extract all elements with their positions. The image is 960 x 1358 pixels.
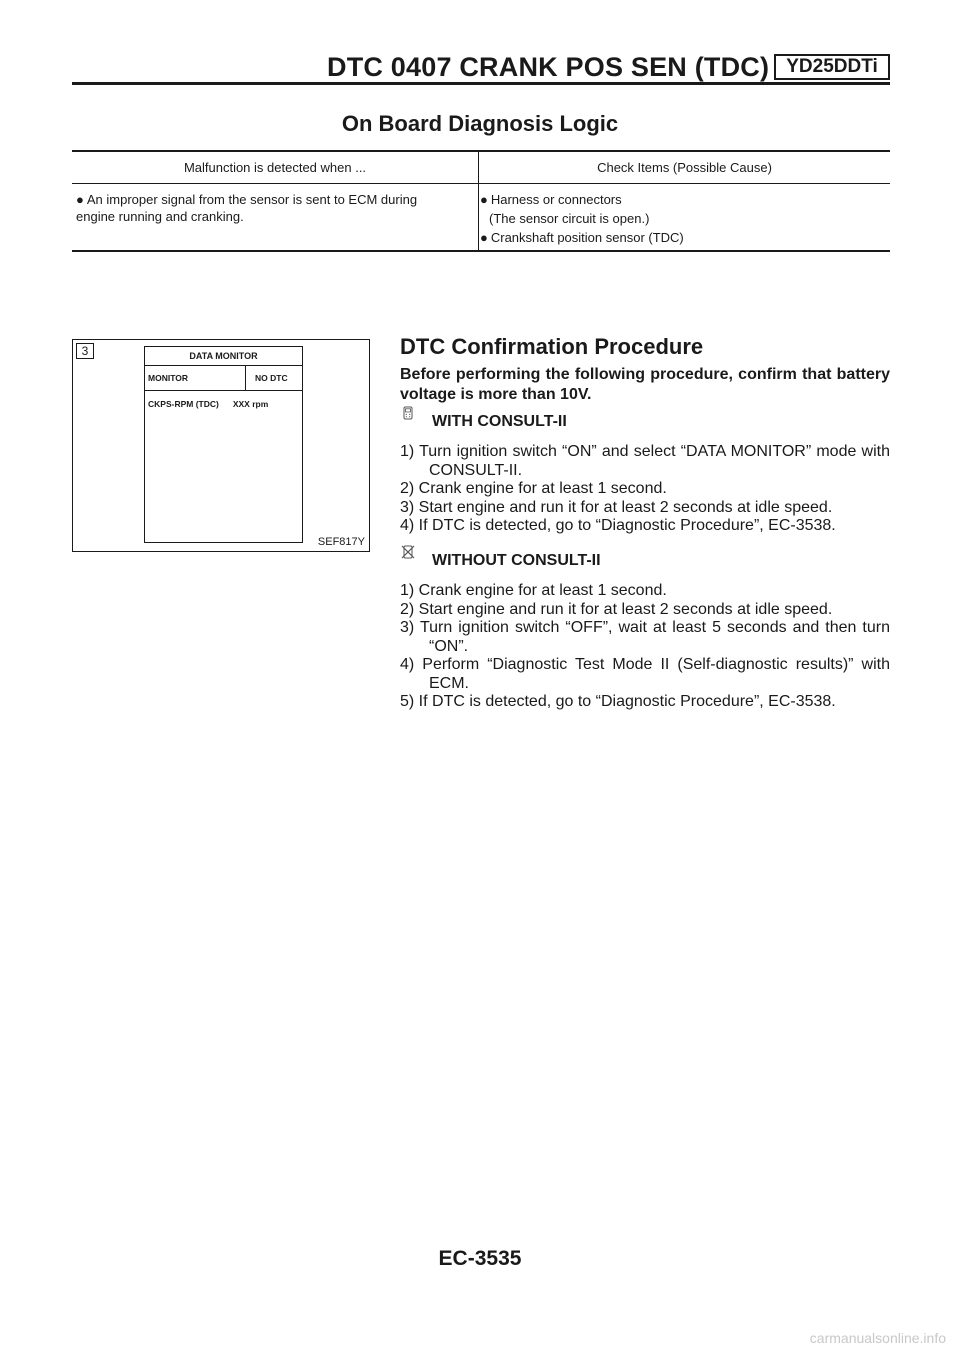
procedure-step: 3) Turn ignition switch “OFF”, wait at least 5 seconds and then turn “ON”. xyxy=(400,619,890,655)
procedure-step: 2) Start engine and run it for at least 2 seconds at idle speed. xyxy=(400,600,833,618)
monitor-column-divider xyxy=(245,366,246,390)
no-consult-icon xyxy=(401,545,415,559)
header-rule xyxy=(72,82,890,85)
bullet-icon: ● xyxy=(480,230,488,245)
procedure-step: 4) If DTC is detected, go to “Diagnostic Procedure”, EC-3538. xyxy=(400,517,836,534)
procedure-step: 1) Crank engine for at least 1 second. xyxy=(400,582,667,599)
page-number: EC-3535 xyxy=(438,1247,522,1270)
cause-item: ● Crankshaft position sensor (TDC) xyxy=(480,230,684,245)
diagnosis-heading: On Board Diagnosis Logic xyxy=(341,111,619,136)
figure-code: SEF817Y xyxy=(317,536,365,548)
cause-item: ● Harness or connectors xyxy=(480,192,622,207)
engine-badge: YD25DDTi xyxy=(774,54,890,80)
procedure-step: 1) Turn ignition switch “ON” and select “DATA MONITOR” mode with CONSULT-II. xyxy=(400,443,890,479)
malfunction-line: engine running and cranking. xyxy=(76,209,244,224)
monitor-title: DATA MONITOR xyxy=(145,347,302,366)
monitor-item xyxy=(148,399,268,409)
monitor-item-value: XXX rpm xyxy=(232,399,269,409)
monitor-header-row xyxy=(145,366,302,391)
monitor-status: NO DTC xyxy=(255,373,288,383)
consult-icon xyxy=(401,406,415,420)
procedure-intro: Before performing the following procedure, confirm that battery voltage is more than 10V. xyxy=(400,366,890,403)
procedure-step: 4) Perform “Diagnostic Test Mode II (Self-diagnostic results)” with ECM. xyxy=(400,656,890,692)
table-header-malfunction: Malfunction is detected when ... xyxy=(183,160,367,175)
procedure-step: 2) Crank engine for at least 1 second. xyxy=(400,480,667,497)
without-consult-steps xyxy=(400,582,890,712)
procedure-heading: DTC Confirmation Procedure xyxy=(400,334,704,359)
bullet-icon: ● xyxy=(480,192,488,207)
procedure-step: 3) Start engine and run it for at least 2 seconds at idle speed. xyxy=(400,498,833,516)
malfunction-line: ● An improper signal from the sensor is sent to ECM during xyxy=(76,192,418,207)
page-title: DTC 0407 CRANK POS SEN (TDC) xyxy=(327,52,770,82)
table-cell-malfunction xyxy=(76,191,476,225)
figure-number: 3 xyxy=(76,343,94,359)
watermark: carmanualsonline.info xyxy=(809,1330,946,1346)
with-consult-steps xyxy=(400,443,890,536)
without-consult-title: WITHOUT CONSULT-II xyxy=(432,552,601,569)
procedure-step: 5) If DTC is detected, go to “Diagnostic Procedure”, EC-3538. xyxy=(400,693,836,710)
monitor-column-label: MONITOR xyxy=(148,373,188,383)
table-bottom-rule xyxy=(72,250,890,252)
data-monitor-screen xyxy=(144,346,303,543)
table-cell-causes xyxy=(480,191,885,246)
bullet-icon: ● xyxy=(76,192,84,207)
monitor-item-label: CKPS-RPM (TDC) xyxy=(148,399,219,409)
with-consult-title: WITH CONSULT-II xyxy=(432,413,567,430)
data-monitor-figure xyxy=(72,339,370,552)
table-header-rule xyxy=(72,183,890,184)
table-header-check-items: Check Items (Possible Cause) xyxy=(597,160,772,175)
table-top-rule xyxy=(72,150,890,152)
cause-note: (The sensor circuit is open.) xyxy=(489,211,650,226)
